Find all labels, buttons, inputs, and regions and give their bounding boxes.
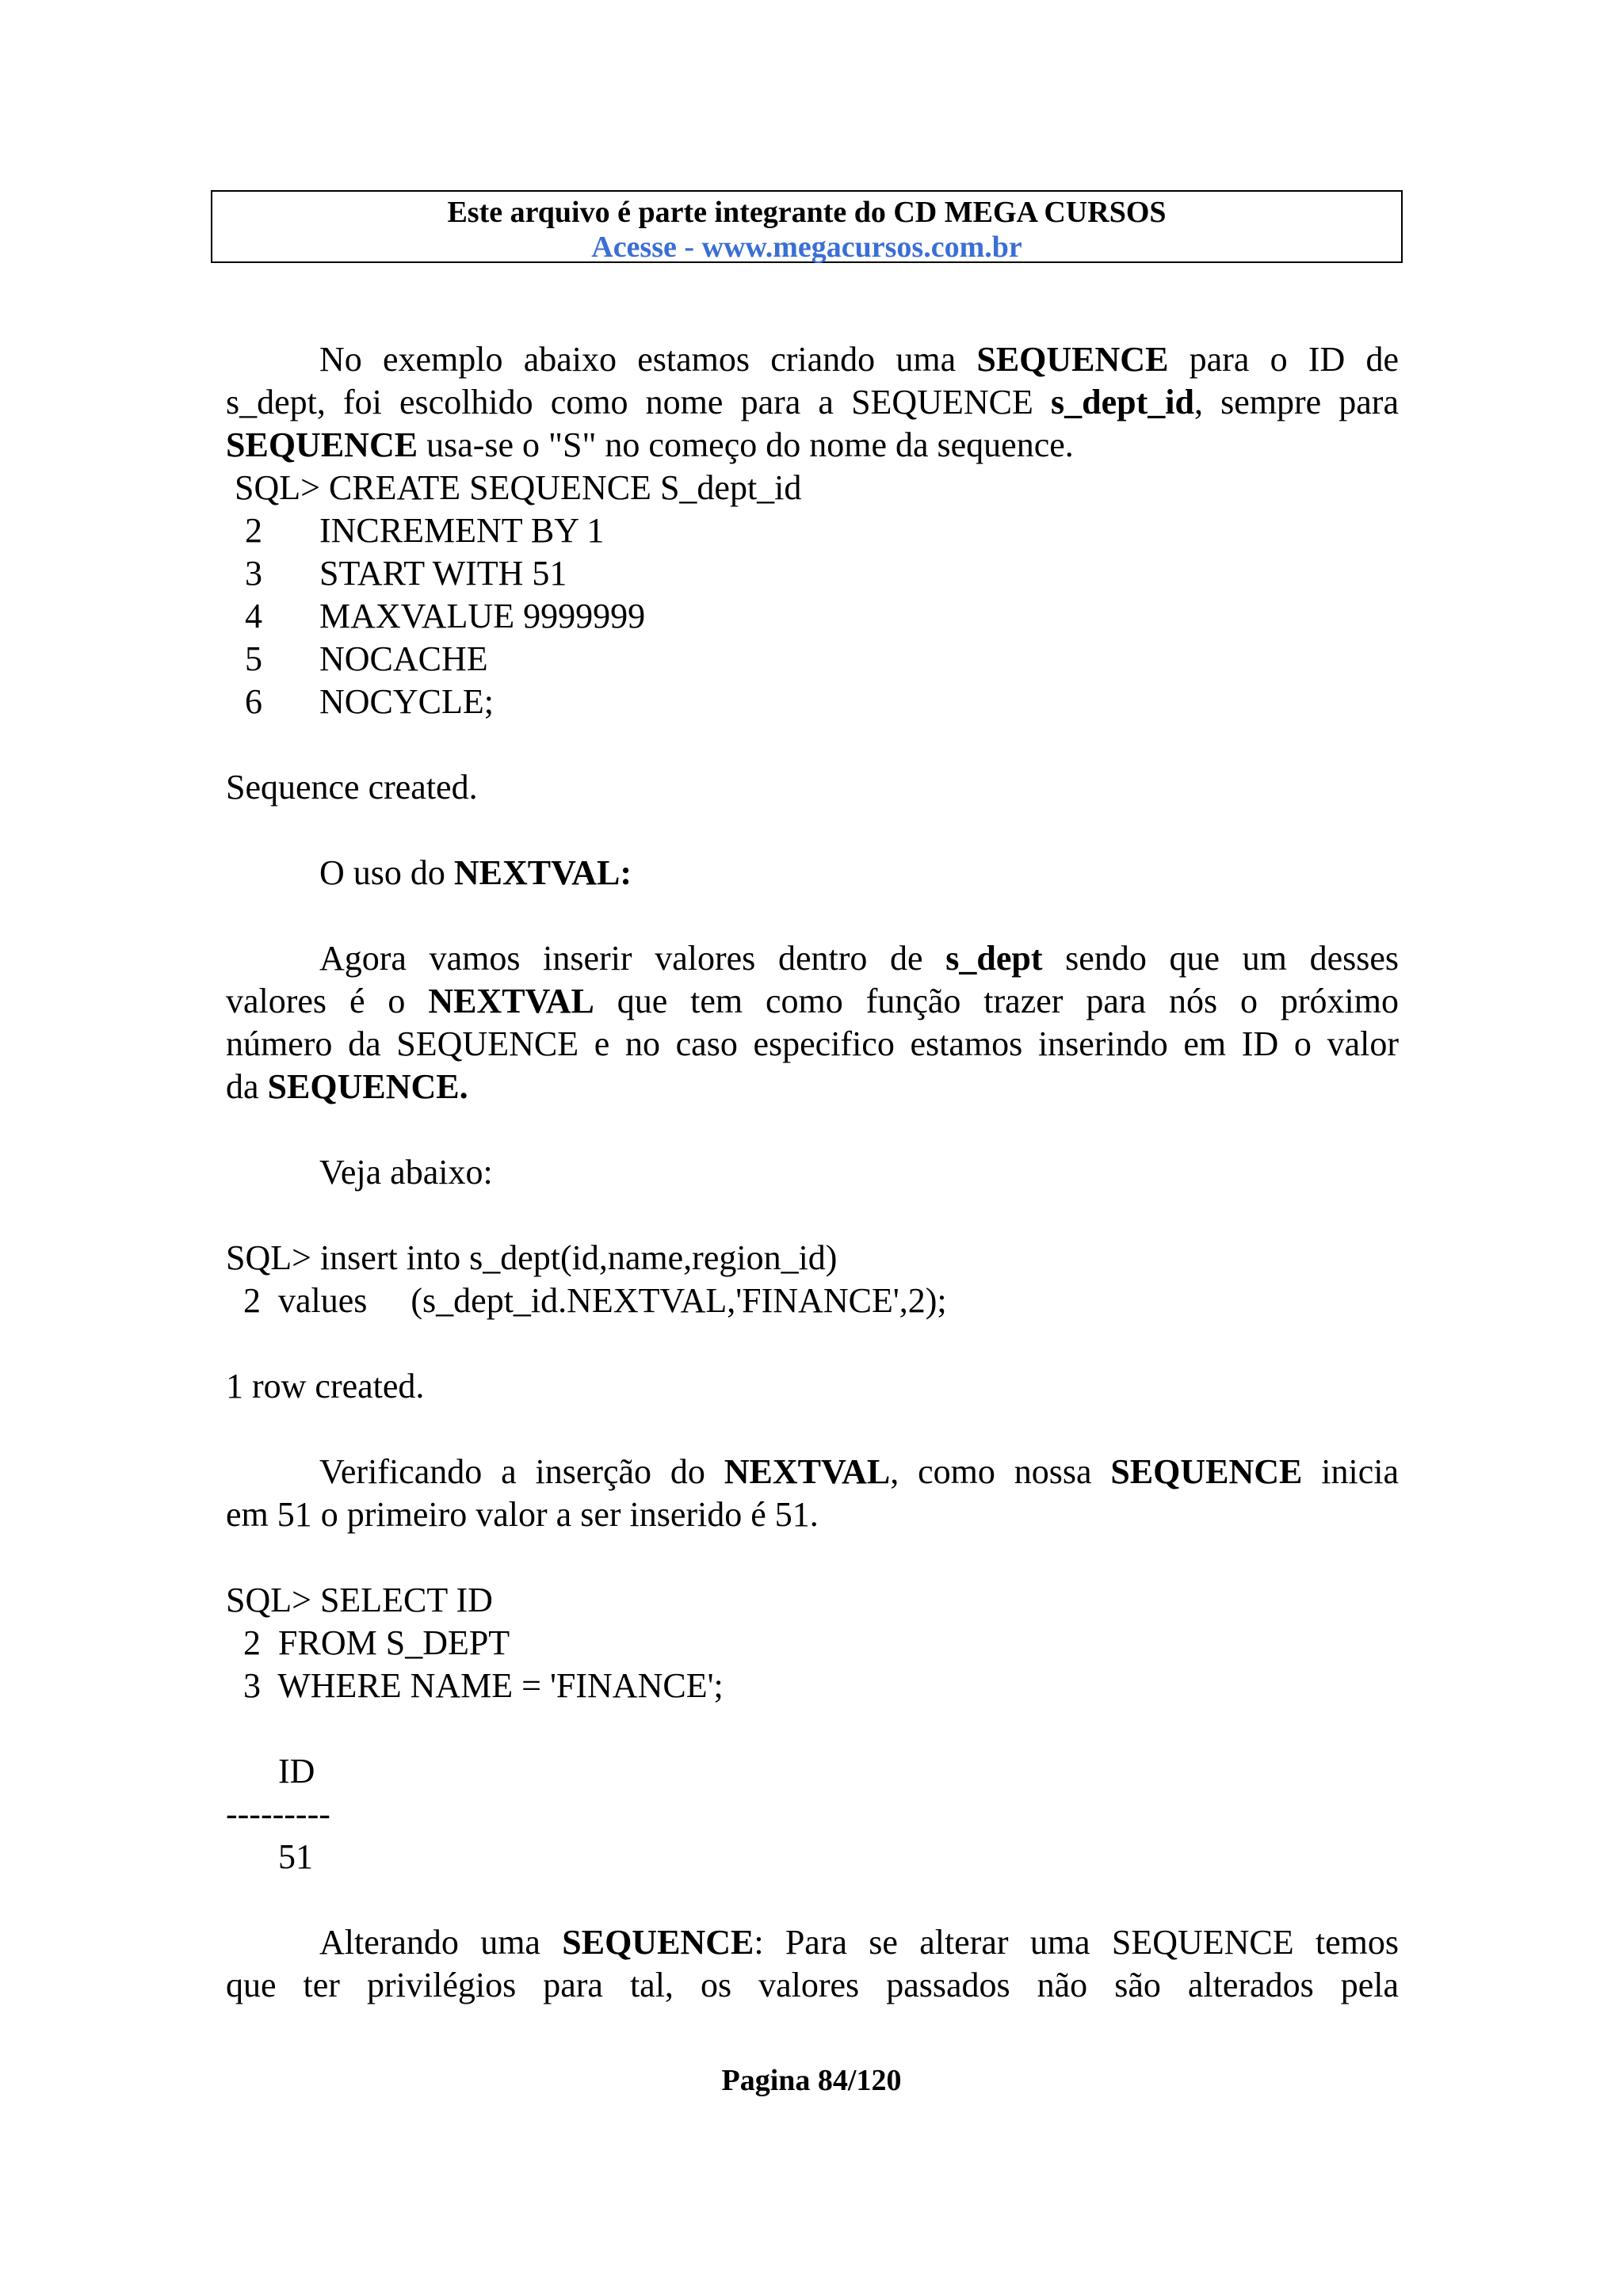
spacer xyxy=(226,1408,1399,1451)
para4-line1: Alterando uma SEQUENCE: Para se alterar uma SEQUENCE temos xyxy=(319,1923,1399,1962)
spacer xyxy=(226,723,1399,766)
spacer xyxy=(226,1878,1399,1921)
document-body xyxy=(226,338,1399,2007)
nextval-heading: O uso do NEXTVAL: xyxy=(319,853,632,892)
create-sequence-line1: SQL> CREATE SEQUENCE S_dept_id xyxy=(226,468,802,507)
para3-line2: em 51 o primeiro valor a ser inserido é 51. xyxy=(226,1495,819,1534)
create-sequence-line6: 6 NOCYCLE; xyxy=(245,682,494,721)
header-website-link[interactable]: Acesse - www.megacursos.com.br xyxy=(591,231,1022,264)
header-title: Este arquivo é parte integrante do CD MEGA CURSOS xyxy=(447,196,1167,229)
header-box xyxy=(211,190,1403,263)
select-line1: SQL> SELECT ID xyxy=(226,1581,493,1619)
para1-line2: s_dept, foi escolhido como nome para a SEQUENCE s_dept_id, sempre para xyxy=(226,383,1399,421)
spacer xyxy=(226,1194,1399,1237)
create-sequence-line3: 3 START WITH 51 xyxy=(245,554,567,593)
spacer xyxy=(226,1536,1399,1579)
create-sequence-line4: 4 MAXVALUE 9999999 xyxy=(245,597,646,635)
create-sequence-line2: 2 INCREMENT BY 1 xyxy=(245,511,605,550)
select-line2: 2 FROM S_DEPT xyxy=(226,1623,510,1662)
insert-line2: 2 values (s_dept_id.NEXTVAL,'FINANCE',2); xyxy=(226,1281,947,1320)
spacer xyxy=(226,1108,1399,1151)
para4-line2: que ter privilégios para tal, os valores passados não são alterados pela xyxy=(226,1966,1399,2004)
para2-line3: número da SEQUENCE e no caso especifico estamos inserindo em ID o valor xyxy=(226,1024,1399,1063)
sequence-created-result: Sequence created. xyxy=(226,768,478,807)
result-value: 51 xyxy=(226,1837,313,1876)
para3-line1: Verificando a inserção do NEXTVAL, como nossa SEQUENCE inicia xyxy=(319,1452,1400,1491)
para1-line1: No exemplo abaixo estamos criando uma SEQUENCE para o ID de xyxy=(319,340,1399,379)
spacer xyxy=(226,809,1399,852)
row-created-result: 1 row created. xyxy=(226,1367,425,1405)
para2-line2: valores é o NEXTVAL que tem como função trazer para nós o próximo xyxy=(226,982,1399,1020)
para2-line4: da SEQUENCE. xyxy=(226,1067,468,1106)
para2-line1: Agora vamos inserir valores dentro de s_dept sendo que um desses xyxy=(319,939,1400,978)
spacer xyxy=(226,894,1399,937)
veja-abaixo: Veja abaixo: xyxy=(319,1153,493,1192)
spacer xyxy=(226,1322,1399,1365)
create-sequence-line5: 5 NOCACHE xyxy=(245,639,488,678)
page-number: Pagina 84/120 xyxy=(721,2064,902,2097)
insert-line1: SQL> insert into s_dept(id,name,region_id) xyxy=(226,1238,838,1277)
para1-line3: SEQUENCE usa-se o "S" no começo do nome da sequence. xyxy=(226,425,1074,464)
result-column-header: ID xyxy=(226,1752,315,1791)
select-line3: 3 WHERE NAME = 'FINANCE'; xyxy=(226,1666,724,1705)
result-separator: --------- xyxy=(226,1794,330,1833)
spacer xyxy=(226,1707,1399,1750)
